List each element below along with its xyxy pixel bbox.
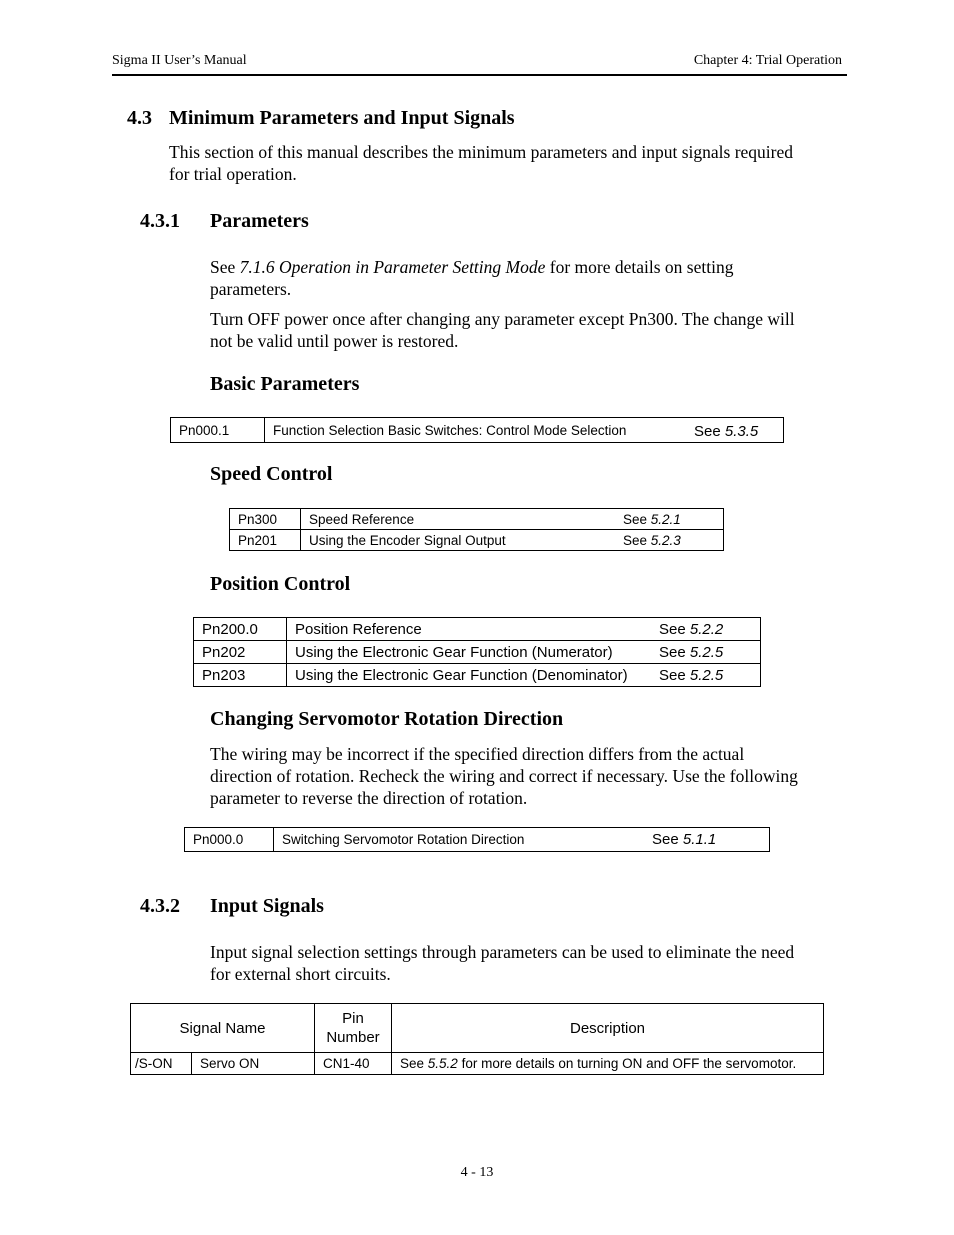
see-text: See bbox=[623, 532, 651, 548]
column-header-pin-number bbox=[315, 1004, 392, 1053]
paragraph-line: The wiring may be incorrect if the specified direction differs from the actual bbox=[210, 744, 745, 764]
see-cell bbox=[644, 828, 770, 852]
rotation-paragraph bbox=[210, 743, 798, 809]
see-cell bbox=[686, 418, 784, 443]
header-manual-title: Sigma II User’s Manual bbox=[112, 53, 247, 68]
desc-cell: Using the Electronic Gear Function (Numerator) bbox=[287, 641, 652, 664]
position-control-heading: Position Control bbox=[210, 573, 351, 595]
see-cell bbox=[651, 664, 761, 687]
paragraph-text: for more details on setting bbox=[545, 257, 734, 277]
see-text: See bbox=[659, 666, 690, 684]
see-text: See bbox=[659, 620, 690, 638]
desc-cell: Position Reference bbox=[287, 618, 652, 641]
description-text: for more details on turning ON and OFF the servomotor. bbox=[457, 1056, 797, 1071]
section-4-3-number: 4.3 bbox=[127, 107, 152, 129]
see-text: See bbox=[400, 1056, 428, 1071]
speed-control-heading: Speed Control bbox=[210, 463, 333, 485]
param-cell: Pn201 bbox=[230, 530, 301, 551]
table-row bbox=[171, 418, 784, 443]
paragraph-line: direction of rotation. Recheck the wiring and correct if necessary. Use the following bbox=[210, 766, 798, 786]
intro-line: This section of this manual describes the minimum parameters and input signals required bbox=[169, 142, 794, 162]
desc-cell: Function Selection Basic Switches: Control Mode Selection bbox=[265, 418, 687, 443]
paragraph-line: for external short circuits. bbox=[210, 964, 391, 984]
position-control-table bbox=[193, 617, 761, 687]
cross-reference: 5.1.1 bbox=[682, 831, 717, 848]
desc-cell: Using the Electronic Gear Function (Denominator) bbox=[287, 664, 652, 687]
parameters-paragraph-1 bbox=[210, 256, 733, 300]
input-signals-paragraph bbox=[210, 941, 794, 985]
rotation-direction-heading: Changing Servomotor Rotation Direction bbox=[210, 708, 564, 730]
table-header-row bbox=[131, 1004, 824, 1053]
desc-cell: Speed Reference bbox=[301, 509, 616, 530]
section-4-3-title: Minimum Parameters and Input Signals bbox=[169, 107, 515, 129]
paragraph-line: parameters. bbox=[210, 279, 292, 299]
table-row bbox=[131, 1053, 824, 1075]
table-row bbox=[194, 641, 761, 664]
see-text: See bbox=[623, 511, 651, 527]
basic-parameters-heading: Basic Parameters bbox=[210, 373, 360, 395]
header-chapter-title: Chapter 4: Trial Operation bbox=[693, 53, 842, 68]
table-row bbox=[230, 509, 724, 530]
param-cell: Pn200.0 bbox=[194, 618, 287, 641]
basic-parameters-table bbox=[170, 417, 784, 443]
section-4-3-1-number: 4.3.1 bbox=[140, 210, 180, 232]
param-cell: Pn000.0 bbox=[185, 828, 274, 852]
see-text: See bbox=[694, 423, 725, 440]
input-signals-table bbox=[130, 1003, 824, 1075]
rotation-direction-table bbox=[184, 827, 770, 852]
column-header-signal-name: Signal Name bbox=[131, 1004, 315, 1053]
cross-reference: 5.2.1 bbox=[650, 511, 681, 527]
table-row bbox=[185, 828, 770, 852]
see-text: See bbox=[659, 643, 690, 661]
pin-cell: CN1-40 bbox=[315, 1053, 392, 1075]
column-header-description: Description bbox=[392, 1004, 824, 1053]
cross-reference: 5.2.5 bbox=[689, 666, 724, 684]
cross-reference: 5.3.5 bbox=[724, 423, 759, 440]
signal-name-cell: Servo ON bbox=[192, 1053, 315, 1075]
parameters-paragraph-2 bbox=[210, 308, 795, 352]
description-cell bbox=[392, 1053, 824, 1075]
table-row bbox=[230, 530, 724, 551]
header-line: Number bbox=[326, 1029, 380, 1046]
see-text: See bbox=[652, 831, 683, 848]
desc-cell: Using the Encoder Signal Output bbox=[301, 530, 616, 551]
cross-reference: 5.2.5 bbox=[689, 643, 724, 661]
intro-line: for trial operation. bbox=[169, 164, 297, 184]
section-4-3-2-title: Input Signals bbox=[210, 895, 324, 917]
paragraph-line: Input signal selection settings through parameters can be used to eliminate the need bbox=[210, 942, 795, 962]
param-cell: Pn202 bbox=[194, 641, 287, 664]
speed-control-table bbox=[229, 508, 724, 551]
section-4-3-2-number: 4.3.2 bbox=[140, 895, 180, 917]
paragraph-line: Turn OFF power once after changing any parameter except Pn300. The change will bbox=[210, 309, 795, 329]
see-cell bbox=[615, 509, 724, 530]
cross-reference: 5.2.3 bbox=[650, 532, 681, 548]
param-cell: Pn000.1 bbox=[171, 418, 265, 443]
section-4-3-intro bbox=[169, 141, 793, 185]
cross-reference: 5.5.2 bbox=[427, 1056, 458, 1071]
see-cell bbox=[615, 530, 724, 551]
signal-cell: /S-ON bbox=[131, 1053, 192, 1075]
header-line: Pin bbox=[342, 1010, 364, 1027]
paragraph-line: not be valid until power is restored. bbox=[210, 331, 459, 351]
section-4-3-1-title: Parameters bbox=[210, 210, 309, 232]
desc-cell: Switching Servomotor Rotation Direction bbox=[274, 828, 645, 852]
paragraph-line: parameter to reverse the direction of rotation. bbox=[210, 788, 528, 808]
cross-reference: 7.1.6 Operation in Parameter Setting Mode bbox=[239, 257, 546, 277]
page-number: 4 - 13 bbox=[460, 1165, 494, 1180]
paragraph-line bbox=[210, 256, 733, 278]
see-cell bbox=[651, 618, 761, 641]
header-rule bbox=[112, 74, 847, 76]
see-text: See bbox=[210, 257, 240, 277]
param-cell: Pn203 bbox=[194, 664, 287, 687]
cross-reference: 5.2.2 bbox=[689, 620, 724, 638]
param-cell: Pn300 bbox=[230, 509, 301, 530]
table-row bbox=[194, 618, 761, 641]
table-row bbox=[194, 664, 761, 687]
see-cell bbox=[651, 641, 761, 664]
